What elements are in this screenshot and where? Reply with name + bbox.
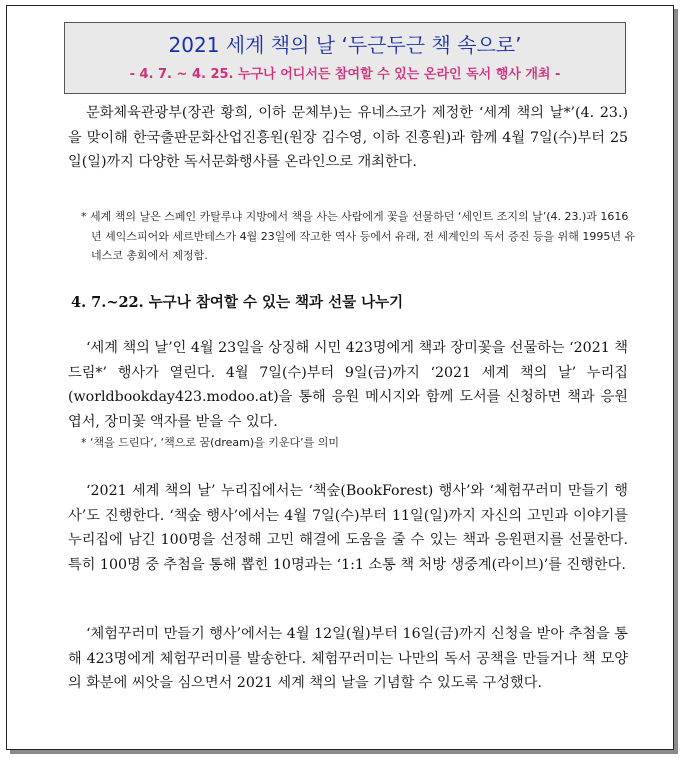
- section-paragraph-1-footnote: * ‘책을 드린다’, ‘책으로 꿈(dream)을 키운다’를 의미: [81, 436, 340, 449]
- section-paragraph-3: ‘체험꾸러미 만들기 행사’에서는 4월 12일(월)부터 16일(금)까지 신청을 받아 추첨을 통해 423명에게 체험꾸러미를 발송한다. 체험꾸러미는 나만의 독서 공책을 만들거나 책 모양의 화분에 씨앗을 심으면서 2021 세계 책의 날을 기념할 수 있도록 구성했다.: [68, 626, 628, 691]
- section-paragraph-2: ‘2021 세계 책의 날’ 누리집에서는 ‘책숲(BookForest) 행사’와 ‘체험꾸러미 만들기 행사’도 진행한다. ‘책숲 행사’에서는 4월 7일(수)부터 11일(일)까지 자신의 고민과 이야기를 누리집에 남긴 100명을 선정해 고민 해결에 도움을 줄 수 있는 책과 응원편지를 선물한다. 특히 100명 중 추첨을 통해 뽑힌 10명과는 ‘1:1 소통 책 처방 생중계(라이브)’를 진행한다.: [68, 483, 628, 573]
- intro-paragraph: 문화체육관광부(장관 황희, 이하 문체부)는 유네스코가 제정한 ‘세계 책의 날*’(4. 23.)을 맞이해 한국출판문화산업진흥원(원장 김수영, 이하 진흥원)과 함께 4월 7일(수)부터 25일(일)까지 다양한 독서문화행사를 온라인으로 개최한다.: [68, 105, 628, 170]
- document-page: [6, 5, 674, 750]
- intro-footnote: * 세계 책의 날은 스페인 카탈루냐 지방에서 책을 사는 사람에게 꽃을 선물하던 ‘세인트 조지의 날’(4. 23.)과 1616년 셰익스피어와 세르반테스가 4월 23일에 작고한 역사 등에서 유래, 전 세계인의 독서 증진 등을 위해 1995년 유네스코 총회에서 제정함.: [81, 210, 636, 262]
- title-box: [64, 22, 626, 94]
- page-title: 2021 세계 책의 날 ‘두근두근 책 속으로’: [168, 33, 522, 57]
- section-paragraph-1: ‘세계 책의 날’인 4월 23일을 상징해 시민 423명에게 책과 장미꽃을 선물하는 ‘2021 책드림*’ 행사가 열린다. 4월 7일(수)부터 9일(금)까지 ‘2021 세계 책의 날’ 누리집(worldbookday423.modoo.at)을 통해 응원 메시지와 함께 도서를 신청하면 책과 응원 엽서, 장미꽃 액자를 받을 수 있다.: [68, 340, 628, 430]
- page-subtitle: - 4. 7. ~ 4. 25. 누구나 어디서든 참여할 수 있는 온라인 독서 행사 개최 -: [129, 67, 561, 82]
- section-heading: 4. 7.~22. 누구나 참여할 수 있는 책과 선물 나누기: [71, 294, 404, 311]
